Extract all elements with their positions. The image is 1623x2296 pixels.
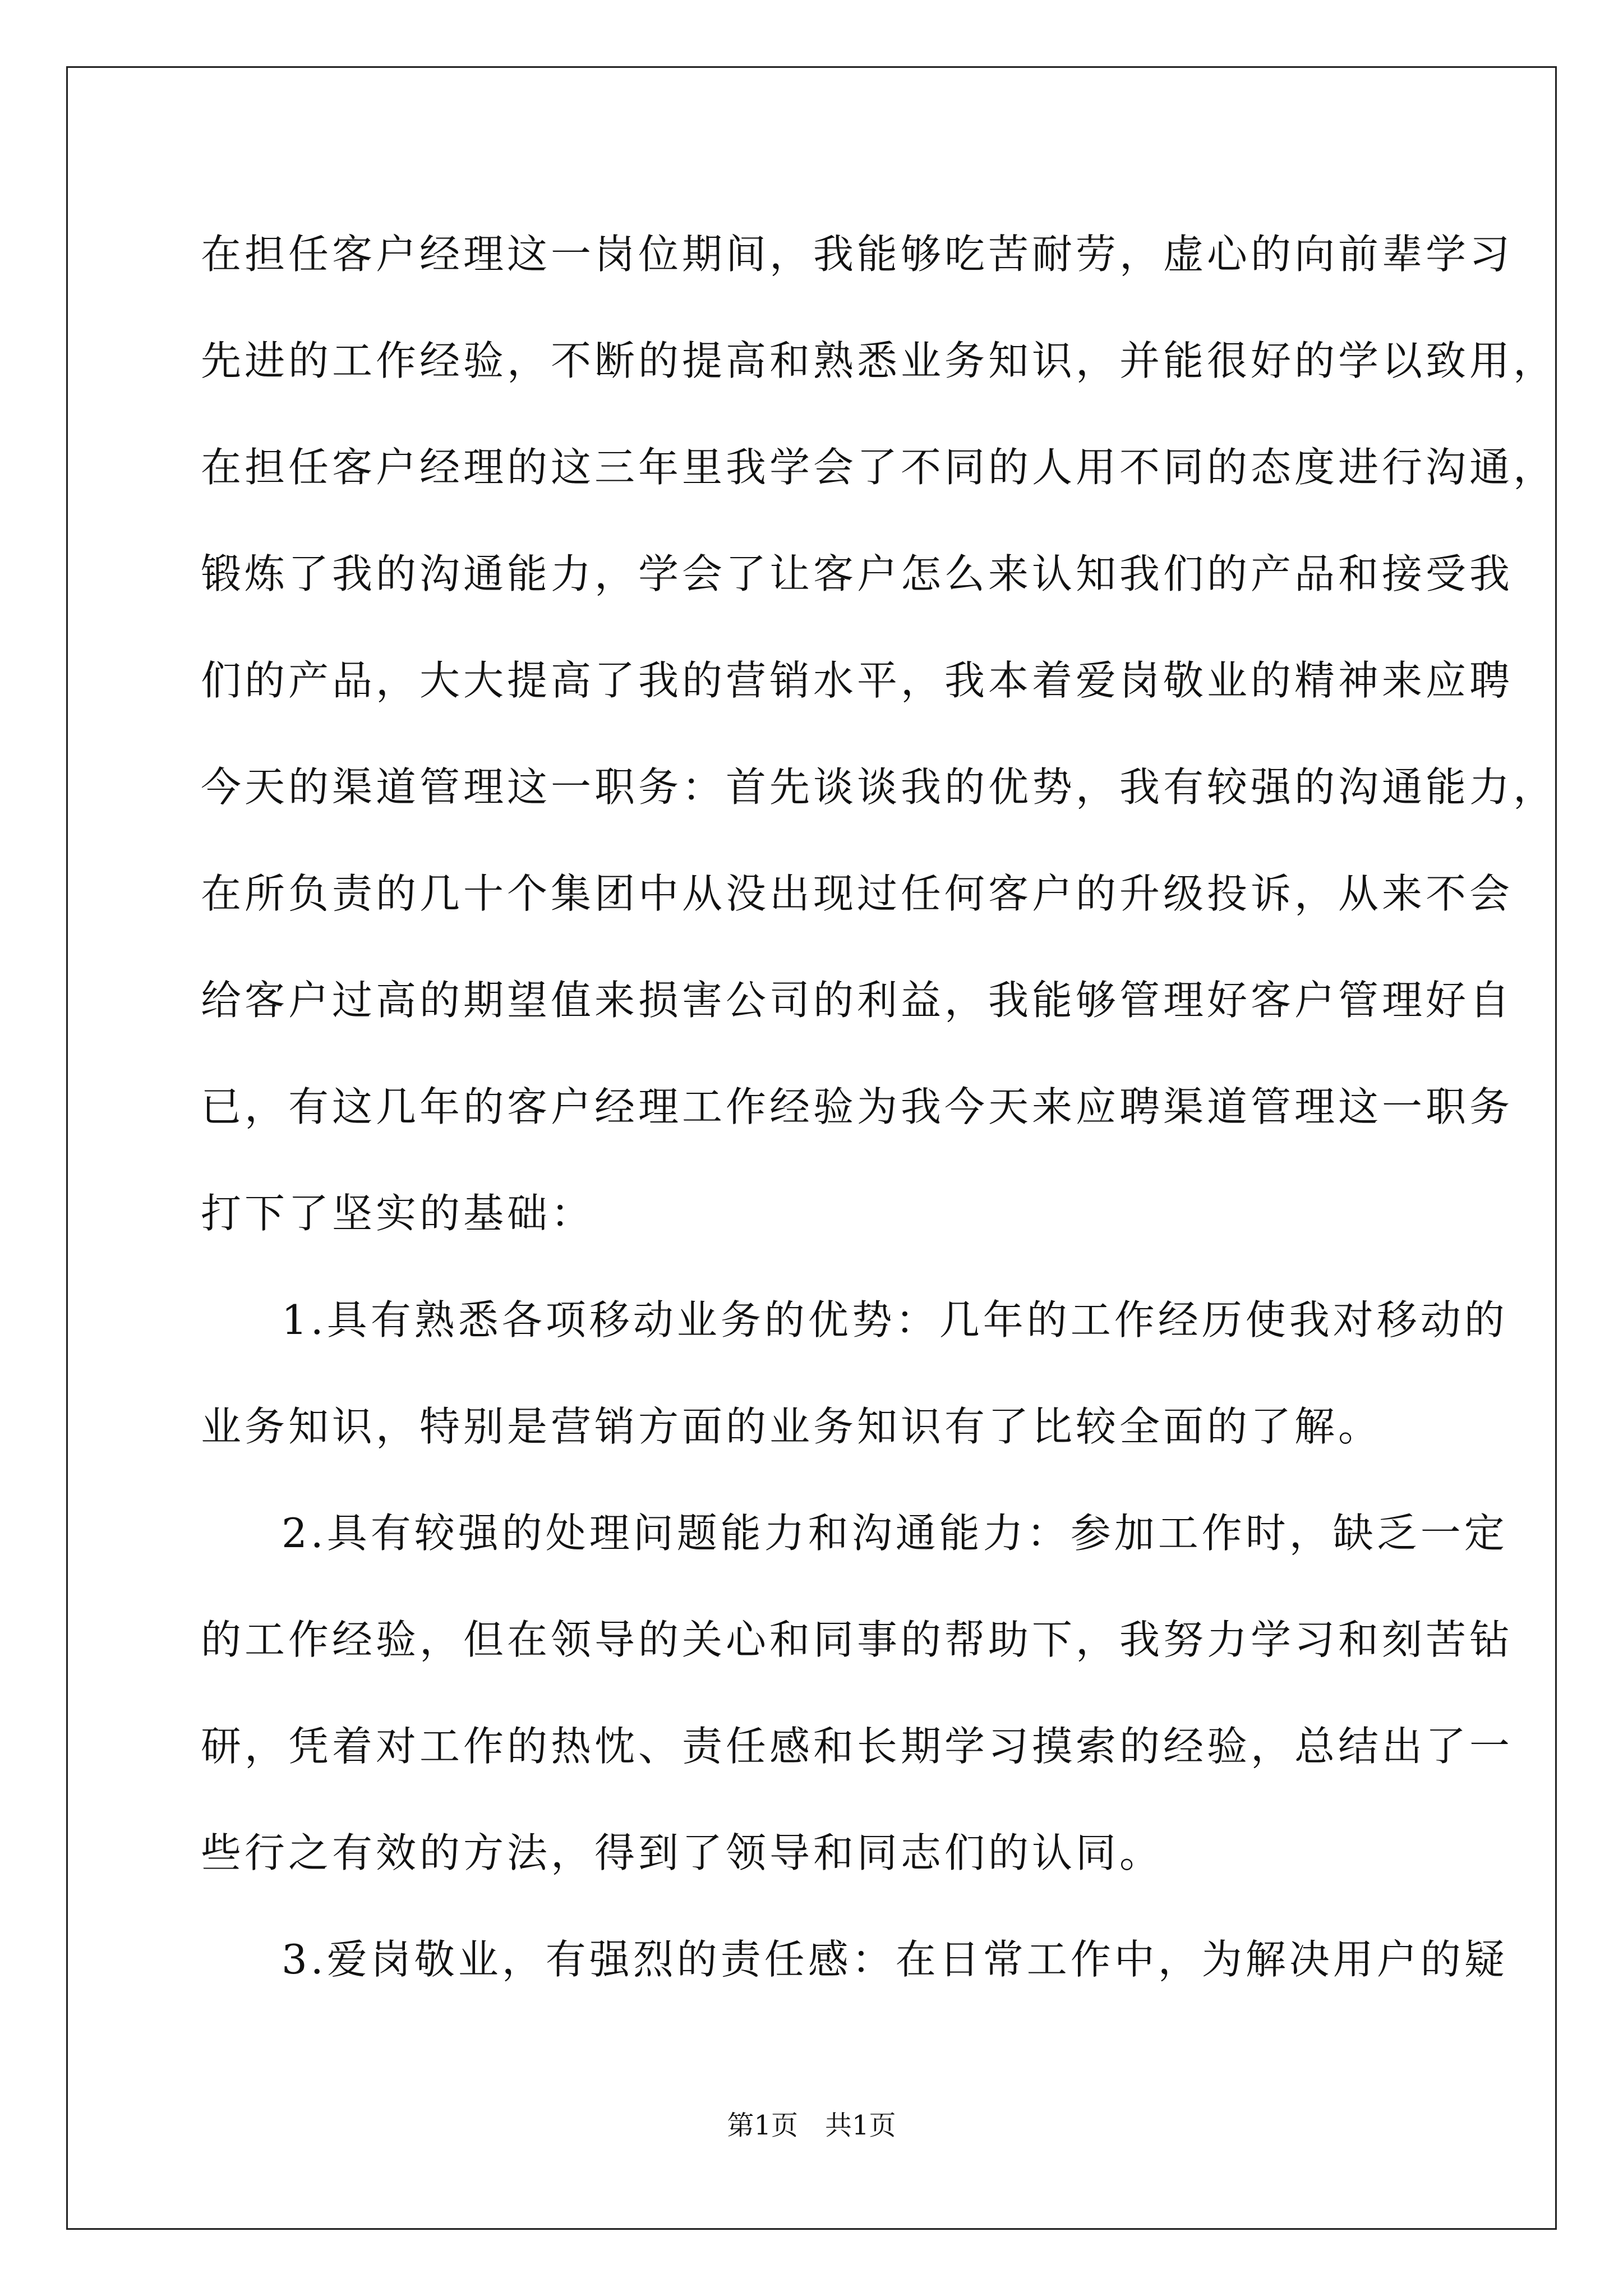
text-line: 们的产品，大大提高了我的营销水平，我本着爱岗敬业的精神来应聘: [201, 657, 1514, 704]
page-footer: [0, 2104, 1623, 2142]
text-line: 在担任客户经理的这三年里我学会了不同的人用不同的态度进行沟通，: [201, 444, 1557, 491]
text-line: 些行之有效的方法，得到了领导和同志们的认同。: [201, 1829, 1164, 1876]
list-item-3-line: 3.爱岗敬业，有强烈的责任感：在日常工作中，为解决用户的疑: [282, 1936, 1508, 1983]
page-number: 第1页: [727, 2110, 798, 2141]
text-line: 今天的渠道管理这一职务：首先谈谈我的优势，我有较强的沟通能力，: [201, 763, 1557, 811]
text-line: 锻炼了我的沟通能力，学会了让客户怎么来认知我们的产品和接受我: [201, 550, 1514, 597]
document-body: [201, 201, 1557, 2013]
list-item-1-line: 1.具有熟悉各项移动业务的优势：几年的工作经历使我对移动的: [282, 1296, 1508, 1343]
text-line: 研，凭着对工作的热忱、责任感和长期学习摸索的经验，总结出了一: [201, 1723, 1514, 1770]
text-line: 业务知识，特别是营销方面的业务知识有了比较全面的了解。: [201, 1403, 1382, 1450]
page-total: 共1页: [825, 2110, 896, 2141]
list-item-2-line: 2.具有较强的处理问题能力和沟通能力：参加工作时，缺乏一定: [282, 1510, 1508, 1557]
text-line: 在担任客户经理这一岗位期间，我能够吃苦耐劳，虚心的向前辈学习: [201, 231, 1514, 278]
text-line: 的工作经验，但在领导的关心和同事的帮助下，我努力学习和刻苦钻: [201, 1616, 1514, 1663]
text-line: 打下了坚实的基础：: [201, 1190, 595, 1237]
text-line: 给客户过高的期望值来损害公司的利益，我能够管理好客户管理好自: [201, 977, 1514, 1024]
text-line: 先进的工作经验，不断的提高和熟悉业务知识，并能很好的学以致用，: [201, 337, 1557, 384]
text-line: 在所负责的几十个集团中从没出现过任何客户的升级投诉，从来不会: [201, 870, 1514, 917]
text-line: 已，有这几年的客户经理工作经验为我今天来应聘渠道管理这一职务: [201, 1083, 1514, 1130]
